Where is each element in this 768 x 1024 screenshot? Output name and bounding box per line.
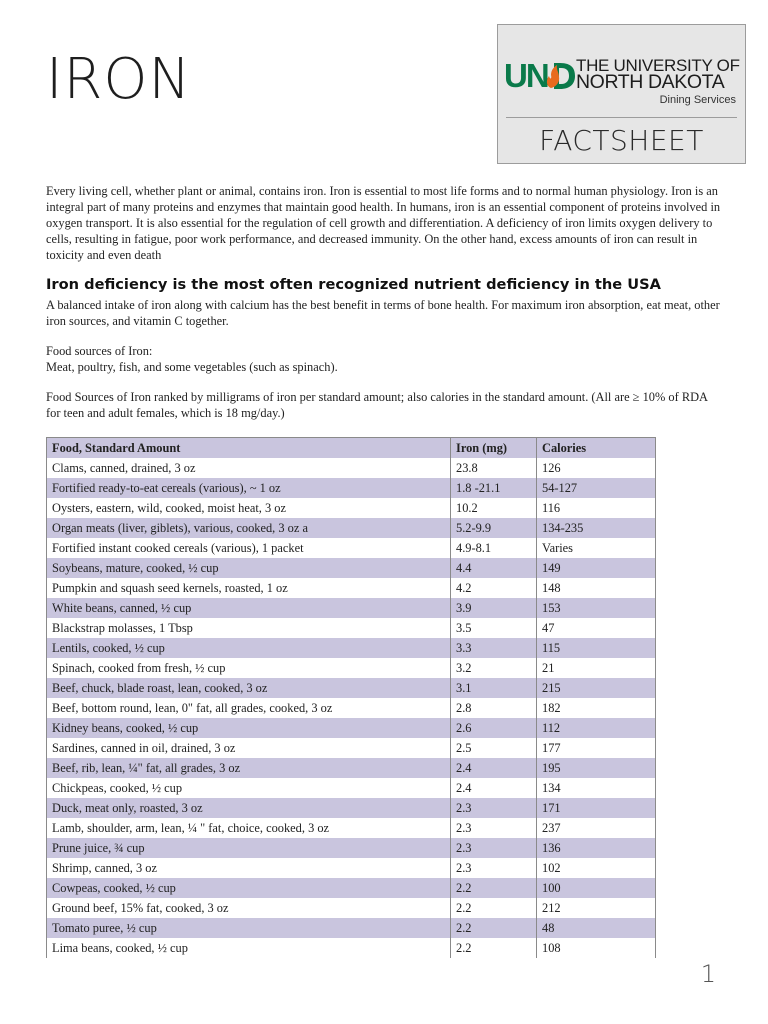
- iron-cell: 4.4: [451, 558, 537, 578]
- table-row: [47, 578, 656, 598]
- calories-cell: 182: [537, 698, 656, 718]
- header-iron: Iron (mg): [451, 438, 537, 459]
- logo-university-line2: NORTH DAKOTA: [576, 71, 725, 93]
- table-row: [47, 538, 656, 558]
- table-row: [47, 818, 656, 838]
- table-row: [47, 658, 656, 678]
- table-body: [47, 458, 656, 958]
- food-cell: Sardines, canned in oil, drained, 3 oz: [47, 738, 451, 758]
- section-heading: Iron deficiency is the most often recognized nutrient deficiency in the USA: [46, 276, 661, 293]
- calories-cell: 136: [537, 838, 656, 858]
- table-row: [47, 698, 656, 718]
- food-cell: Prune juice, ¾ cup: [47, 838, 451, 858]
- calories-cell: Varies: [537, 538, 656, 558]
- calories-cell: 171: [537, 798, 656, 818]
- table-row: [47, 778, 656, 798]
- iron-cell: 2.4: [451, 758, 537, 778]
- factsheet-label: FACTSHEET: [539, 124, 704, 157]
- table-row: [47, 898, 656, 918]
- table-row: [47, 798, 656, 818]
- table-row: [47, 878, 656, 898]
- calories-cell: 149: [537, 558, 656, 578]
- food-cell: Lima beans, cooked, ½ cup: [47, 938, 451, 958]
- ranked-note-paragraph: Food Sources of Iron ranked by milligrams of iron per standard amount; also calories in the standard amount. (All are ≥ 10% of RDA for teen and adult females, which is 18 mg/day.): [46, 390, 708, 420]
- iron-cell: 2.2: [451, 938, 537, 958]
- table-row: [47, 938, 656, 958]
- calories-cell: 134-235: [537, 518, 656, 538]
- food-cell: Clams, canned, drained, 3 oz: [47, 458, 451, 478]
- iron-cell: 3.2: [451, 658, 537, 678]
- calories-cell: 116: [537, 498, 656, 518]
- table-row: [47, 498, 656, 518]
- table-row: [47, 518, 656, 538]
- page-title: IRON: [46, 47, 192, 112]
- calories-cell: 153: [537, 598, 656, 618]
- calories-cell: 102: [537, 858, 656, 878]
- food-cell: White beans, canned, ½ cup: [47, 598, 451, 618]
- iron-cell: 3.9: [451, 598, 537, 618]
- calories-cell: 177: [537, 738, 656, 758]
- iron-cell: 4.2: [451, 578, 537, 598]
- iron-cell: 2.3: [451, 818, 537, 838]
- table-row: [47, 618, 656, 638]
- iron-cell: 2.2: [451, 918, 537, 938]
- food-cell: Soybeans, mature, cooked, ½ cup: [47, 558, 451, 578]
- food-sources-text: Meat, poultry, fish, and some vegetables (such as spinach).: [46, 360, 338, 374]
- food-cell: Tomato puree, ½ cup: [47, 918, 451, 938]
- table-row: [47, 558, 656, 578]
- food-cell: Fortified instant cooked cereals (various), 1 packet: [47, 538, 451, 558]
- food-cell: Beef, chuck, blade roast, lean, cooked, 3 oz: [47, 678, 451, 698]
- calories-cell: 148: [537, 578, 656, 598]
- table-row: [47, 758, 656, 778]
- iron-cell: 2.5: [451, 738, 537, 758]
- calories-cell: 126: [537, 458, 656, 478]
- logo-divider: [506, 117, 737, 118]
- svg-text:UN: UN: [504, 57, 548, 93]
- calories-cell: 47: [537, 618, 656, 638]
- intro-paragraph: Every living cell, whether plant or animal, contains iron. Iron is essential to most life forms and to normal human physiology. Iron is an integral part of many proteins and enzymes that maintain good health. In humans, iron is an essential component of proteins involved in oxygen transport. It is also essential for the regulation of cell growth and differentiation. A deficiency of iron limits oxygen delivery to cells, resulting in fatigue, poor work performance, and decreased immunity. On the other hand, excess amounts of iron can result in toxicity and even death: [46, 184, 721, 262]
- calories-cell: 112: [537, 718, 656, 738]
- table-row: [47, 678, 656, 698]
- iron-cell: 3.3: [451, 638, 537, 658]
- logo-dining-services: Dining Services: [659, 94, 736, 106]
- header-calories: Calories: [537, 438, 656, 459]
- iron-cell: 2.6: [451, 718, 537, 738]
- header-food: Food, Standard Amount: [47, 438, 451, 459]
- calories-cell: 108: [537, 938, 656, 958]
- food-cell: Fortified ready-to-eat cereals (various), ~ 1 oz: [47, 478, 451, 498]
- iron-cell: 1.8 -21.1: [451, 478, 537, 498]
- iron-cell: 5.2-9.9: [451, 518, 537, 538]
- iron-cell: 10.2: [451, 498, 537, 518]
- table-row: [47, 598, 656, 618]
- iron-cell: 23.8: [451, 458, 537, 478]
- calories-cell: 134: [537, 778, 656, 798]
- iron-food-table: [46, 437, 656, 958]
- page-number: 1: [700, 960, 716, 988]
- food-cell: Duck, meat only, roasted, 3 oz: [47, 798, 451, 818]
- food-cell: Blackstrap molasses, 1 Tbsp: [47, 618, 451, 638]
- food-cell: Oysters, eastern, wild, cooked, moist heat, 3 oz: [47, 498, 451, 518]
- calories-cell: 212: [537, 898, 656, 918]
- food-cell: Pumpkin and squash seed kernels, roasted, 1 oz: [47, 578, 451, 598]
- logo-university-line1: THE UNIVERSITY OF: [576, 56, 740, 75]
- food-sources-block: [46, 343, 722, 375]
- iron-cell: 4.9-8.1: [451, 538, 537, 558]
- calories-cell: 48: [537, 918, 656, 938]
- table-row: [47, 738, 656, 758]
- calories-cell: 237: [537, 818, 656, 838]
- food-cell: Cowpeas, cooked, ½ cup: [47, 878, 451, 898]
- iron-cell: 3.5: [451, 618, 537, 638]
- table-header-row: [47, 438, 656, 459]
- table-row: [47, 478, 656, 498]
- food-cell: Shrimp, canned, 3 oz: [47, 858, 451, 878]
- iron-cell: 2.2: [451, 878, 537, 898]
- food-cell: Beef, rib, lean, ¼" fat, all grades, 3 oz: [47, 758, 451, 778]
- table-row: [47, 638, 656, 658]
- iron-cell: 2.8: [451, 698, 537, 718]
- food-cell: Lamb, shoulder, arm, lean, ¼ " fat, choice, cooked, 3 oz: [47, 818, 451, 838]
- iron-cell: 2.4: [451, 778, 537, 798]
- table-row: [47, 458, 656, 478]
- iron-cell: 3.1: [451, 678, 537, 698]
- food-cell: Beef, bottom round, lean, 0" fat, all grades, cooked, 3 oz: [47, 698, 451, 718]
- table-row: [47, 718, 656, 738]
- food-cell: Spinach, cooked from fresh, ½ cup: [47, 658, 451, 678]
- table-row: [47, 858, 656, 878]
- calories-cell: 21: [537, 658, 656, 678]
- und-factsheet-logo: [497, 24, 746, 164]
- iron-cell: 2.3: [451, 798, 537, 818]
- calories-cell: 195: [537, 758, 656, 778]
- calories-cell: 115: [537, 638, 656, 658]
- iron-cell: 2.2: [451, 898, 537, 918]
- food-cell: Organ meats (liver, giblets), various, cooked, 3 oz a: [47, 518, 451, 538]
- calories-cell: 54-127: [537, 478, 656, 498]
- iron-cell: 2.3: [451, 838, 537, 858]
- food-cell: Ground beef, 15% fat, cooked, 3 oz: [47, 898, 451, 918]
- balanced-intake-paragraph: A balanced intake of iron along with calcium has the best benefit in terms of bone health. For maximum iron absorption, eat meat, other iron sources, and vitamin C together.: [46, 298, 720, 328]
- food-cell: Lentils, cooked, ½ cup: [47, 638, 451, 658]
- food-sources-label: Food sources of Iron:: [46, 344, 153, 358]
- und-logo-icon: [504, 57, 576, 93]
- food-cell: Chickpeas, cooked, ½ cup: [47, 778, 451, 798]
- iron-cell: 2.3: [451, 858, 537, 878]
- table-row: [47, 838, 656, 858]
- calories-cell: 100: [537, 878, 656, 898]
- food-cell: Kidney beans, cooked, ½ cup: [47, 718, 451, 738]
- calories-cell: 215: [537, 678, 656, 698]
- table-row: [47, 918, 656, 938]
